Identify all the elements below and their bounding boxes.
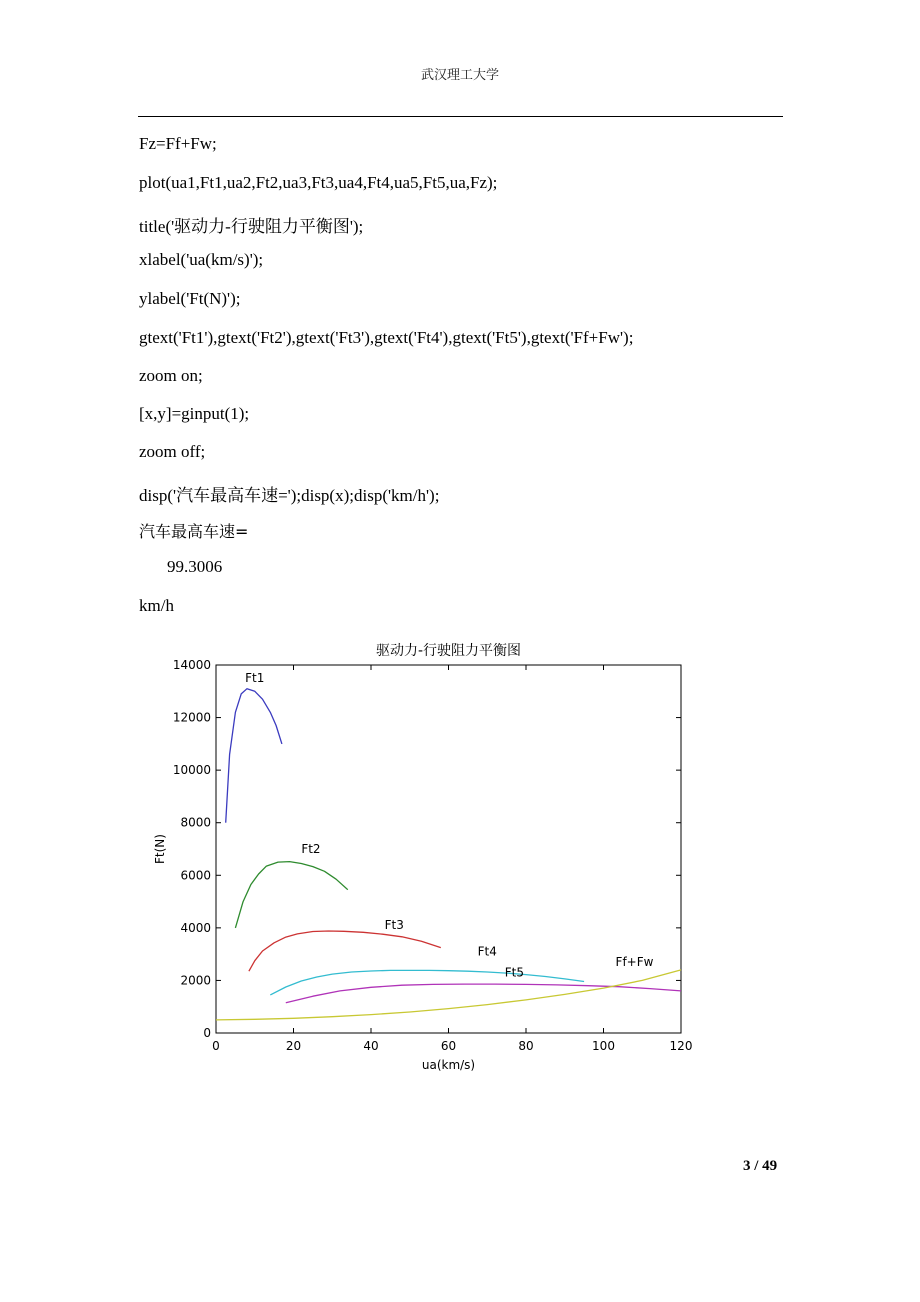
y-tick-label: 6000 [180, 868, 211, 883]
x-tick-label: 100 [592, 1039, 615, 1053]
y-tick-label: 0 [203, 1026, 211, 1040]
code-line: zoom off; [139, 442, 206, 461]
code-line: zoom on; [139, 366, 203, 385]
x-tick-label: 120 [669, 1039, 693, 1053]
code-line: plot(ua1,Ft1,ua2,Ft2,ua3,Ft3,ua4,Ft4,ua5,Ft5,ua,Fz); [139, 173, 498, 192]
y-tick-label: 14000 [172, 658, 211, 672]
series-annotation: Ff+Fw [615, 954, 654, 969]
chart-title: 驱动力-行驶阻力平衡图 [375, 643, 522, 659]
plot-area [216, 665, 681, 1033]
code-line: Fz=Ff+Fw; [139, 134, 217, 153]
code-line: [x,y]=ginput(1); [139, 404, 250, 423]
x-axis-label: ua(km/s) [421, 1058, 476, 1072]
y-tick-label: 12000 [172, 710, 211, 725]
x-tick-label: 0 [212, 1039, 220, 1053]
output-value: 99.3006 [167, 557, 223, 576]
y-tick-label: 4000 [180, 920, 211, 935]
output-label: 汽车最高车速= [139, 522, 249, 541]
x-tick-label: 20 [285, 1039, 302, 1053]
y-tick-label: 2000 [180, 973, 211, 988]
series-annotation: Ft1 [245, 671, 265, 686]
code-line: xlabel('ua(km/s)'); [139, 250, 264, 269]
code-line: title('驱动力-行驶阻力平衡图'); [139, 217, 364, 236]
x-tick-label: 40 [363, 1039, 379, 1053]
y-tick-label: 10000 [172, 763, 211, 778]
y-tick-label: 8000 [180, 815, 211, 830]
y-axis-label: Ft(N) [153, 834, 167, 864]
series-annotation: Ft5 [504, 965, 524, 980]
series-annotation: Ft3 [384, 918, 404, 933]
page-number: 3 / 49 [743, 1158, 778, 1174]
x-tick-label: 80 [518, 1039, 534, 1053]
code-line: ylabel('Ft(N)'); [139, 289, 241, 308]
output-unit: km/h [139, 596, 174, 615]
series-annotation: Ft2 [301, 841, 321, 856]
document-header: 武汉理工大学 [420, 68, 499, 83]
code-line: gtext('Ft1'),gtext('Ft2'),gtext('Ft3'),gtext('Ft4'),gtext('Ft5'),gtext('Ff+Fw'); [139, 328, 634, 347]
x-tick-label: 60 [440, 1039, 457, 1053]
series-annotation: Ft4 [477, 944, 497, 959]
code-line: disp('汽车最高车速=');disp(x);disp('km/h'); [139, 486, 440, 505]
